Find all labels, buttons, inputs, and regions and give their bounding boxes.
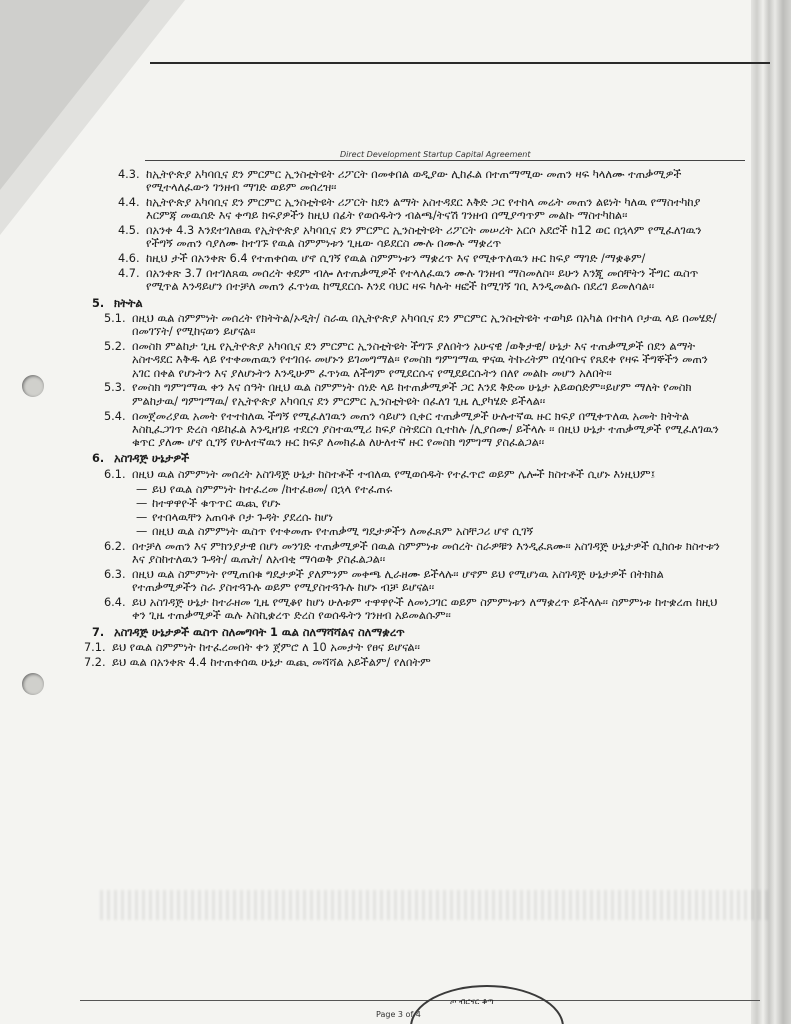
- clause: [118, 196, 722, 223]
- clause: [104, 568, 722, 595]
- section-title: አስገዳጅ ሁኔታዎች ዉስጥ ስለመግባት 1 ዉል ስለማሻሻልና ስለማቋረጥ: [114, 625, 405, 639]
- clause-number: 6.3.: [104, 567, 126, 581]
- clause: [104, 381, 722, 408]
- clause-text: የመስክ ግምገማዉ ቀን እና ሰዓት በዚህ ዉል ስምምነት ሰነድ ላይ ከተጠቃሚዎች ጋር እንደ ቅድመ ሁኔታ አይወሰድም፡፡ይሆም ማለት የመስክ ምልከታዉ/ ግምገማዉ/ የኢትዮጵያ አካባቢና ደን ምርምር ኢንስቲትዩት በፈለገ ጊዜ ሊያካሄድ ይችላል፡፡: [132, 381, 692, 408]
- clause-text: ይህ የዉል ስምምነት ከተፈረመበት ቀን ጀምሮ ለ 10 አመታት የፀና ይሆናል፡፡: [112, 640, 420, 654]
- section-7-items: [84, 640, 722, 669]
- clause: [118, 267, 722, 294]
- bullet-item: [92, 511, 722, 524]
- clause-text: በተቻለ መጠን እና ምክንያታዊ በሆነ መንገድ ተጠቃሚዎች በዉል ስምምነቱ መሰረት ስራዎቹን እንዲፈጸሙ፡፡ አስገዳጅ ሁኔታዎች ሲከሰቱ ክስተቱን እና ያስከተለዉን ጉዳት/ ዉጤት/ ለአብቂ ማሳወቅ ያስፈልጋል፡፡: [132, 539, 720, 567]
- page-number: Page 3 of 4: [376, 1010, 421, 1019]
- clause-number: 5.4.: [104, 409, 126, 423]
- clause: [104, 312, 722, 339]
- header-rule: [145, 160, 745, 161]
- clause-number: 5.1.: [104, 311, 126, 325]
- section-title: አስገዳጅ ሁኔታዎች: [114, 452, 190, 466]
- clause-text: በዚህ ዉል ስምምነት የሚጠበቁ ግዴታዎች ያለምንም መቀጫ ሊራዘሙ ይችላሉ፡፡ ሆኖም ይህ የሚሆነዉ አስገዳጅ ሁኔታዎች በትክክል የተጠቃሚዎችን ስራ ያስተጓጉሉ ወይም የሚያስተጓጉሉ ከሆኑ ብቻ ይሆናል፡፡: [132, 567, 664, 595]
- clause: [84, 641, 722, 654]
- section-6-items: [92, 540, 722, 623]
- clause-text: ከዚህ ታች በአንቀጽ 6.4 የተጠቀሰዉ ሆኖ ሲገኝ የዉል ስምምነቱን ማቋረጥ እና የሚቀጥለዉን ዙር ክፍያ ማገድ /ማቋቆም/: [146, 252, 646, 266]
- punch-hole: [22, 375, 44, 397]
- clause-text: በአንቀጽ 3.7 በተገለጸዉ መሰረት ቀደም ብሎ ለተጠቃሚዎች የተላለፈዉን ሙሉ ገንዘብ ማስመለስ፡፡ ይሁን እንጂ መሰቸትን ችግር ዉስጥ የሚጥል እንዳይሆን በተቻለ መጠን ፈጥነዉ ከሚደርሱ እንደ ባህር ዛፍ ካሉት ዛፎች ከሚገኝ ገቢ እንዲመልሱ በደረገ ይመለሳል፡፡: [146, 267, 699, 294]
- bottom-rule: [80, 1000, 760, 1001]
- clause: [118, 168, 722, 195]
- bullet-text: ይህ የዉል ስምምነት ከተፈረመ /ከተፈፀመ/ በኋላ የተፈጠሩ: [152, 482, 393, 496]
- clause-6-1: [104, 468, 722, 481]
- clause-text: ከኢትዮጵያ አካባቢና ደን ምርምር ኢንስቲትዩት ሪፖርት ከደን ልማት አስተዳደር እቅድ ጋር የተከላ መሬት መጠን ልዩነት ካለዉ የማስተካከያ እርምጃ መዉሰድ እና ቀጣይ ክፍያዎችን ከዚህ በፊት የወሰዱትን ብልጫ/ትናሽ ገንዘብ በሚያጣጥም መልኩ ማስተካከል፡፡: [146, 196, 701, 223]
- section-title: ክትትል: [114, 296, 143, 310]
- clause-text: በመጀመሪያዉ አመት የተተከለዉ ችግኝ የሚፈለገዉን መጠን ሳይሆን ቢቀር ተጠቃሚዎች ሁሉተኛዉ ዙር ክፍያ በሚቀጥለዉ አመት ክትትል እስኪፈጋገጥ ድረስ ሳይከፈል እንዲዘገይ ተደርጎ ያስተዉሚሪ ክፍያ ስትደርስ ሲተከሉ /ሊያሰሙ/ ይችላሉ ፡፡ በዚህ ሁኔታ ተጠቃሚዎች የሚፈለገዉን ቁጥር ያለሙ ሆኖ ሲገኝ የሁለተኛዉን ዙር ክፍያ ለመክፈል ለሁለተኛ ዙር የመስክ ግምገማ ያስፈልጋል፡፡: [132, 409, 719, 450]
- top-rule: [150, 62, 770, 64]
- seal-text: ጦ ብሮናር ቆጣ: [450, 997, 494, 1006]
- section-5-items: [92, 312, 722, 449]
- agreement-header: Direct Development Startup Capital Agreement: [340, 150, 531, 159]
- photocopy-smudge: [100, 890, 770, 920]
- section-4-items: [92, 168, 722, 294]
- clause-number: 6.2.: [104, 539, 126, 553]
- bullet-item: [92, 497, 722, 510]
- bullet-text: ከተዋዋዮች ቁጥጥር ዉጪ የሆኑ: [152, 496, 281, 510]
- bullet-item: [92, 525, 722, 538]
- clause-number: 4.3.: [118, 168, 140, 181]
- punch-hole: [22, 673, 44, 695]
- clause-number: 6.4.: [104, 595, 126, 609]
- clause: [104, 410, 722, 450]
- clause-number: 4.7.: [118, 267, 140, 281]
- clause-number: 5.3.: [104, 381, 126, 395]
- bullet-mark: —: [136, 496, 148, 510]
- clause-text: በዚህ ዉል ስምምነት መሰረት የክትትል/ኦዲት/ ስራዉ በኢትዮጵያ አካባቢና ደን ምርምር ኢንስቲትዩት ተወካይ በአካል በተከላ ቦታዉ ላይ በመሄድ/በመገኘት/ የሚከናወን ይሆናል፡፡: [132, 311, 717, 339]
- clause-number: 7.2.: [84, 655, 106, 669]
- clause-number: 6.1.: [104, 467, 126, 481]
- clause: [118, 252, 722, 265]
- section-7-heading: [92, 626, 722, 639]
- clause-number: 4.6.: [118, 252, 140, 266]
- clause-text: በመስክ ምልከታ ጊዜ የኢትዮጵያ አካባቢና ደን ምርምር ኢንስቲትዩት ችግኙ ያለበትን አሁናዊ /ወቅታዊ/ ሁኔታ እና ተጠቃሚዎች በደን ልማት አስተዳደር እቅዱ ላይ የተቀመጠዉን የተገበሩ መሆኑን ይገመግማል፡፡ የመስክ ግምገማዉ ዋናዉ ትኩረትም በሂሳቡና የጸደቀ የዛፍ ችግኞችን መጠን አገር በቀል የሆኑትን እና ያለሆኑትን እንዲሁም ፈጥነዉ ለችግም የሚደርሱና የሚደይርሱትን በለየ መልኩ መሆን አለበት፡፡: [132, 340, 708, 380]
- clause-6-1-bullets: [92, 483, 722, 539]
- section-5-heading: [92, 297, 722, 310]
- paper-stack-edge: [751, 0, 791, 1024]
- bullet-text: የተበላዉቸን አጠባቶ ቦታ ጉዳት ያደረሱ ከሆነ: [152, 511, 333, 525]
- section-number: 5.: [92, 296, 105, 310]
- section-6-heading: [92, 452, 722, 465]
- clause-text: ከኢትዮጵያ አካባቢና ደን ምርምር ኢንስቲትዩት ሪፖርት በመቀበል ወዲያው ሊከፈል በተጠማሚው መጠን ዛፍ ካላለሙ ተጠቃሚዎች የሚተላለፈውን ገንዘብ ማገድ ወይም መሰረዝ፡፡: [146, 168, 682, 195]
- clause: [84, 656, 722, 669]
- bullet-text: በዚህ ዉል ስምምነት ዉስጥ የተቀመጡ የተጠቃሚ ግዴታዎችን ለመፈጸም አስቸጋሪ ሆኖ ሲገኝ: [152, 525, 534, 539]
- clause-text: በአንቀ 4.3 እንደተገለፀዉ የኢትዮጵያ አካባቢና ደን ምርምር ኢንስቲትዩት ሪፖርት መሠረት አርሶ አደሮች ከ12 ወር በኋላም የሚፈለገዉን የችግኝ መጠን ሳያለሙ ከተገኙ የዉል ስምምነቱን ጊዜው ሳይደርስ ሙሉ በሙሉ ማቋረጥ: [146, 224, 702, 251]
- clause: [104, 340, 722, 380]
- section-number: 6.: [92, 452, 105, 466]
- clause-text: ይህ አስገዳጅ ሁኔታ ከተራዘመ ጊዜ የሚቆየ ከሆነ ሁለቱም ተዋዋዮች ለመነጋገር ወይም ስምምነቱን ለማቋረጥ ይችላሉ፡፡ ስምምነቱ ከተቋረጠ ከዚህ ቀን ጊዜ ተጠቃሚዎች ዉሉ እስኪቋረጥ ድረስ የወሰዱትን ገንዘብ አይመልሱም፡፡: [132, 595, 718, 623]
- clause: [118, 224, 722, 251]
- bullet-mark: —: [136, 525, 148, 539]
- section-number: 7.: [92, 625, 105, 639]
- clause-number: 5.2.: [104, 340, 126, 354]
- clause-text: ይህ ዉል በአንቀጽ 4.4 ከተጠቀሰዉ ሁኔታ ዉጪ መሻሻል አይችልም/ የለበትም: [112, 655, 431, 669]
- bullet-mark: —: [136, 482, 148, 496]
- clause-text: በዚህ ዉል ስምምነት መሰረት አስገዳጅ ሁኔታ ከስተቶች ተብለዉ የሚወሰዱት የተፈጥሮ ወይም ሌሎች ክስተቶች ሲሆኑ እነዚህም፤: [132, 467, 656, 481]
- clause: [104, 596, 722, 623]
- clause-number: 7.1.: [84, 640, 106, 654]
- clause-number: 4.4.: [118, 196, 140, 210]
- bullet-mark: —: [136, 511, 148, 525]
- bullet-item: [92, 483, 722, 496]
- document-body: [84, 168, 722, 670]
- clause-number: 4.5.: [118, 224, 140, 238]
- clause: [104, 540, 722, 567]
